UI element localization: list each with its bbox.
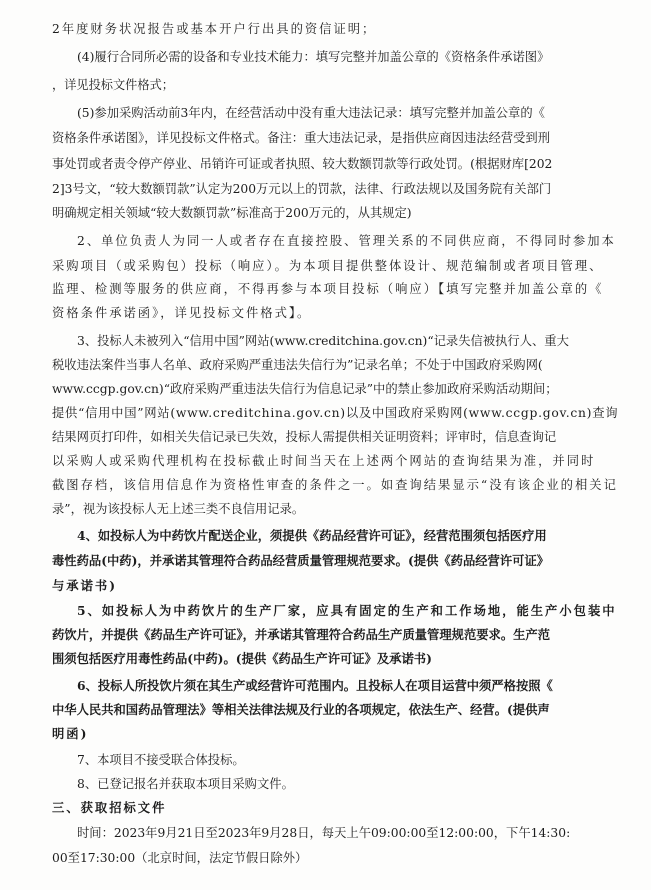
text-line: 4、如投标人为中药饮片配送企业，须提供《药品经营许可证》，经营范围须包括医疗用 (77, 528, 547, 543)
text-line: 3、投标人未被列入“信用中国”网站(www.creditchina.gov.cn)“记录失信被执行人、重大 (77, 334, 569, 348)
text-line: www.ccgp.gov.cn)“政府采购严重违法失信行为信息记录”中的禁止参加政府采购活动期间； (52, 382, 558, 396)
text-line: 资格条件承诺图》，详见投标文件格式。备注：重大违法记录，是指供应商因违法经营受到刑 (52, 131, 551, 145)
text-line: 明函) (52, 726, 89, 741)
text-line: 药饮片，并提供《药品生产许可证》，并承诺其管理符合药品生产质量管理规范要求。生产范 (52, 627, 551, 642)
text-line: 税收违法案件当事人名单、政府采购严重违法失信行为”记录名单；不处于中国政府采购网( (52, 358, 543, 372)
text-line: 2年度财务状况报告或基本开户行出具的资信证明； (52, 22, 377, 36)
text-line: 结果网页打印件，如相关失信记录已失效，投标人需提供相关证明资料；评审时，信息查询记 (52, 430, 557, 444)
text-line: 毒性药品(中药)，并承诺其管理符合药品经营质量管理规范要求。(提供《药品经营许可证》 (52, 553, 550, 568)
text-line: ，详见投标文件格式； (52, 78, 174, 92)
text-line: 事处罚或者责令停产停业、吊销许可证或者执照、较大数额罚款等行政处罚。(根据财库[202 (52, 157, 553, 171)
text-line: 监理、检测等服务的供应商，不得再参与本项目投标（响应）【填写完整并加盖公章的《 (52, 282, 604, 296)
text-line: 与承诺书) (52, 578, 118, 593)
text-line: 8、已登记报名并获取本项目采购文件。 (77, 777, 294, 791)
text-line: 7、本项目不接受联合体投标。 (77, 753, 245, 767)
text-line: 提供“信用中国”网站(www.creditchina.gov.cn)以及中国政府采购网(www.ccgp.gov.cn)查询 (52, 406, 619, 420)
text-line: 以采购人或采购代理机构在投标截止时间当天在上述两个网站的查询结果为准，并同时 (52, 454, 596, 468)
section-heading: 三、获取招标文件 (52, 800, 167, 815)
text-line: 采购项目（或采购包）投标（响应）。为本项目提供整体设计、规范编制或者项目管理、 (52, 259, 604, 273)
text-line: 00至17:30:00（北京时间，法定节假日除外） (52, 851, 308, 865)
text-line: 资格条件承诺函》，详见投标文件格式】。 (52, 306, 312, 320)
text-line: 2]3号文，“较大数额罚款”认定为200万元以上的罚款，法律、行政法规以及国务院有关部门 (52, 182, 552, 196)
text-line: 5、如投标人为中药饮片的生产厂家，应具有固定的生产和工作场地，能生产小包装中 (77, 603, 617, 618)
text-line: 截图存档，该信用信息作为资格性审查的条件之一。如查询结果显示“没有该企业的相关记 (52, 478, 618, 492)
text-line: 时间：2023年9月21日至2023年9月28日，每天上午09:00:00至12:00:00，下午14:30: (77, 826, 571, 840)
text-line: 录”，视为该投标人无上述三类不良信用记录。 (52, 502, 305, 516)
text-line: (4)履行合同所必需的设备和专业技术能力：填写完整并加盖公章的《资格条件承诺图》 (77, 50, 550, 64)
text-line: 明确规定相关领域“较大数额罚款”标准高于200万元的，从其规定) (52, 206, 412, 220)
text-line: (5)参加采购活动前3年内，在经营活动中没有重大违法记录：填写完整并加盖公章的《 (77, 106, 545, 120)
text-line: 围须包括医疗用毒性药品(中药)。(提供《药品生产许可证》及承诺书) (52, 651, 432, 666)
text-line: 6、投标人所投饮片须在其生产或经营许可范围内。且投标人在项目运营中须严格按照《 (77, 678, 553, 693)
text-line: 中华人民共和国药品管理法》等相关法律法规及行业的各项规定，依法生产、经营。(提供声 (52, 702, 550, 717)
text-line: 2、单位负责人为同一人或者存在直接控股、管理关系的不同供应商，不得同时参加本 (77, 234, 616, 248)
